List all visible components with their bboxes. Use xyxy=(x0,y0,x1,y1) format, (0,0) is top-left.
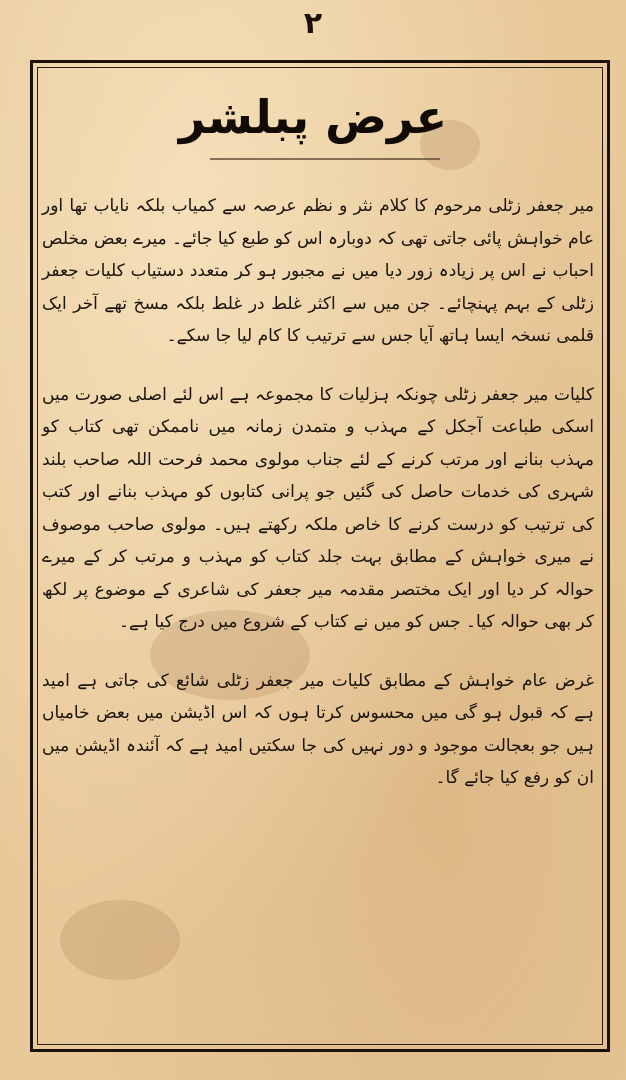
paragraph-3: غرض عام خواہش کے مطابق کلیات میر جعفر زٹلی شائع کی جاتی ہے امید ہے کہ قبول ہو گی میں محسوس کرتا ہوں کہ اس اڈیشن میں بعض خامیاں ہیں جو بعجالت موجود و دور نہیں کی جا سکتیں امید ہے کہ آئندہ اڈیشن میں ان کو رفع کیا جائے گا۔ xyxy=(42,670,594,788)
paragraph-1: میر جعفر زٹلی مرحوم کا کلام نثر و نظم عرصہ سے کمیاب بلکہ نایاب تھا اور عام خواہش پائی جاتی تھی کہ دوبارہ اس کو طبع کیا جائے۔ میرے بعض مخلص احباب نے اس پر زیادہ زور دیا میں نے مجبور ہو کر متعدد دستیاب کلیات جعفر زٹلی کے بہم پہنچائے۔ جن میں سے اکثر غلط در غلط بلکہ مسخ تھے آخر ایک قلمی نسخہ ایسا ہاتھ آیا جس سے ترتیب کا کام لیا جا سکے۔ xyxy=(42,196,594,346)
paragraph-2: کلیات میر جعفر زٹلی چونکہ ہزلیات کا مجموعہ ہے اس لئے اصلی صورت میں اسکی طباعت آجکل کے مہذب و متمدن زمانہ میں ناممکن تھی کتاب کو مہذب بنانے اور مرتب کرنے کے لئے جناب مولوی محمد فرحت اللہ صاحب بلند شہری کی خدمات حاصل کی گئیں جو پرانی کتابوں کو مہذب بنانے اور کتب کی ترتیب کو درست کرنے کا خاص ملکہ رکھتے ہیں۔ مولوی صاحب موصوف نے میری خواہش کے مطابق بہت جلد کتاب کو مہذب و مرتب کر کے میرے حوالہ کر دیا اور ایک مختصر مقدمہ میر جعفر کی شاعری کے موضوع پر لکھ کر بھی حوالہ کیا۔ جس کو میں نے کتاب کے شروع میں درج کیا ہے۔ xyxy=(42,384,594,632)
body-text xyxy=(42,190,594,795)
page-title: عرض پبلشر xyxy=(178,90,448,144)
page-number: ۲ xyxy=(303,6,323,41)
title-underline xyxy=(210,158,440,160)
